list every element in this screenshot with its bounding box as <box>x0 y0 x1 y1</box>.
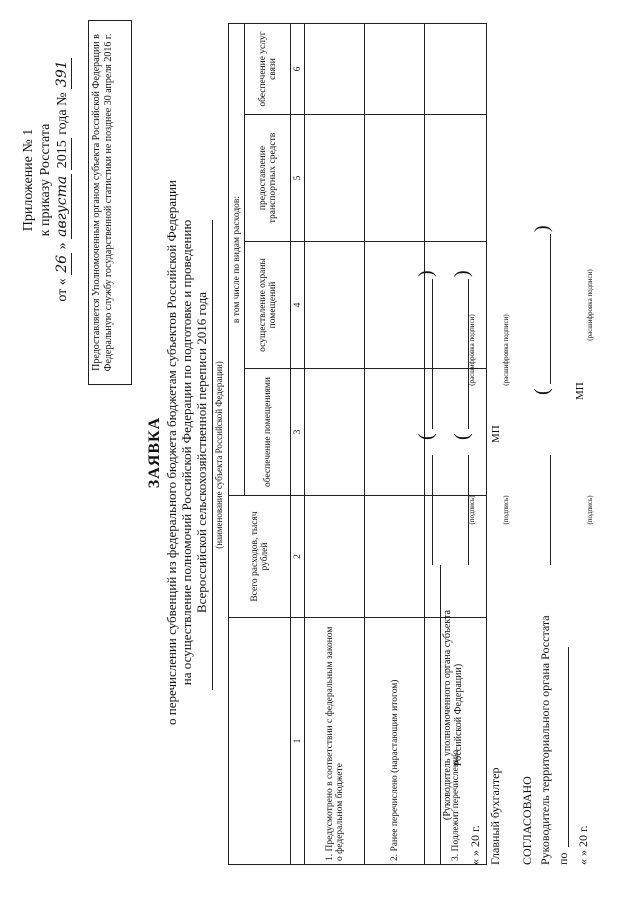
head-signature-topline <box>440 565 441 865</box>
table-cell[interactable] <box>425 24 487 115</box>
column-number: 1 <box>291 618 305 865</box>
open-paren: ( <box>415 433 437 440</box>
close-paren: ) <box>531 225 553 232</box>
column-number-row <box>291 24 305 865</box>
order-number: 391 <box>54 60 70 88</box>
document-subtitle <box>164 80 209 825</box>
subtitle-line: на осуществление полномочий Российской Федерации по подготовке и проведению <box>179 219 194 686</box>
table-cell[interactable] <box>305 24 365 115</box>
head-caption: (Руководитель уполномоченного органа субъекта Российской Федерации) <box>442 610 464 820</box>
decode-caption: (расшифровка подписи) <box>468 314 476 386</box>
stamp-place-label: МП <box>490 425 502 443</box>
row-label: 2. Ранее перечислено (нарастающим итогом) <box>365 618 425 865</box>
accountant-sign-line[interactable] <box>468 455 469 565</box>
column-number: 4 <box>291 242 305 369</box>
table-row <box>305 24 365 865</box>
submission-notice: Предоставляется Уполномоченным органом субъекта Российской Федерации в Федеральную службу государственной статистики не позднее 30 апреля 2016 г. <box>88 20 132 385</box>
column-number: 6 <box>291 24 305 115</box>
accountant-decode-line[interactable] <box>468 279 469 429</box>
stamp-place-label: МП <box>574 382 586 400</box>
order-month: августа <box>54 175 70 237</box>
rosstat-date-line: « » 20 г. <box>576 825 590 865</box>
appendix-number: Приложение № 1 <box>21 128 36 232</box>
appendix-header <box>20 15 72 345</box>
subject-name-caption: (наименование субъекта Российской Федерации) <box>214 361 224 549</box>
subject-name-line <box>212 220 213 690</box>
table-row <box>365 24 425 865</box>
order-date-line: от « 26 » августа 2015 года № 391 <box>54 60 70 302</box>
header-transport: предоставление транспортных средств <box>245 115 291 242</box>
table-cell[interactable] <box>305 369 365 496</box>
column-number: 2 <box>291 496 305 618</box>
header-expense-types: в том числе по видам расходов: <box>229 24 245 496</box>
table-cell[interactable] <box>305 115 365 242</box>
table-cell[interactable] <box>425 369 487 496</box>
signature-caption: (подпись) <box>586 495 594 525</box>
close-paren: ) <box>451 270 473 277</box>
decode-caption: (расшифровка подписи) <box>586 269 594 341</box>
order-reference: к приказу Росстата <box>38 123 53 237</box>
column-number: 5 <box>291 115 305 242</box>
table-header-blank <box>229 618 291 865</box>
column-number: 3 <box>291 369 305 496</box>
header-security: осуществление охраны помещений <box>245 242 291 369</box>
table-cell[interactable] <box>365 496 425 618</box>
table-cell[interactable] <box>365 24 425 115</box>
subtitle-line: Всероссийской сельскохозяйственной переписи 2016 года <box>194 291 209 614</box>
table-cell[interactable] <box>305 242 365 369</box>
subtitle-line: о перечислении субвенций из федерального бюджета бюджетам субъектов Российской Федерации <box>164 180 179 725</box>
signature-caption: (подпись) <box>502 495 510 525</box>
head-sign-line[interactable] <box>432 455 433 565</box>
agreed-label: СОГЛАСОВАНО <box>520 776 534 865</box>
table-cell[interactable] <box>425 242 487 369</box>
head-decode-line[interactable] <box>432 279 433 429</box>
rosstat-sign-line[interactable] <box>550 455 551 565</box>
order-day: 26 <box>54 254 70 273</box>
open-paren: ( <box>451 433 473 440</box>
rosstat-head-label: Руководитель территориального органа Росстата <box>538 615 552 865</box>
row-label: 3. Подлежит перечислению <box>425 618 487 865</box>
close-paren: ) <box>415 270 437 277</box>
rosstat-po-label: по <box>556 852 570 865</box>
header-communications: обеспечение услуг связи <box>245 24 291 115</box>
open-paren: ( <box>531 388 553 395</box>
header-total-expenses: Всего расходов, тысяч рублей <box>229 496 291 618</box>
head-date-line: « » 20 г. <box>468 825 482 865</box>
row-label: 1. Предусмотрено в соответствии с федеральным законом о федеральном бюджете <box>305 618 365 865</box>
table-cell[interactable] <box>365 115 425 242</box>
order-year: 2015 <box>55 140 70 169</box>
chief-accountant-label: Главный бухгалтер <box>488 767 502 865</box>
table-cell[interactable] <box>305 496 365 618</box>
header-premises: обеспечение помещениями <box>245 369 291 496</box>
table-cell[interactable] <box>365 242 425 369</box>
table-cell[interactable] <box>425 115 487 242</box>
rosstat-region-line[interactable] <box>568 647 569 847</box>
decode-caption: (расшифровка подписи) <box>502 314 510 386</box>
table-cell[interactable] <box>365 369 425 496</box>
signature-caption: (подпись) <box>468 495 476 525</box>
rosstat-decode-line[interactable] <box>550 234 551 384</box>
document-title: ЗАЯВКА <box>146 416 163 489</box>
